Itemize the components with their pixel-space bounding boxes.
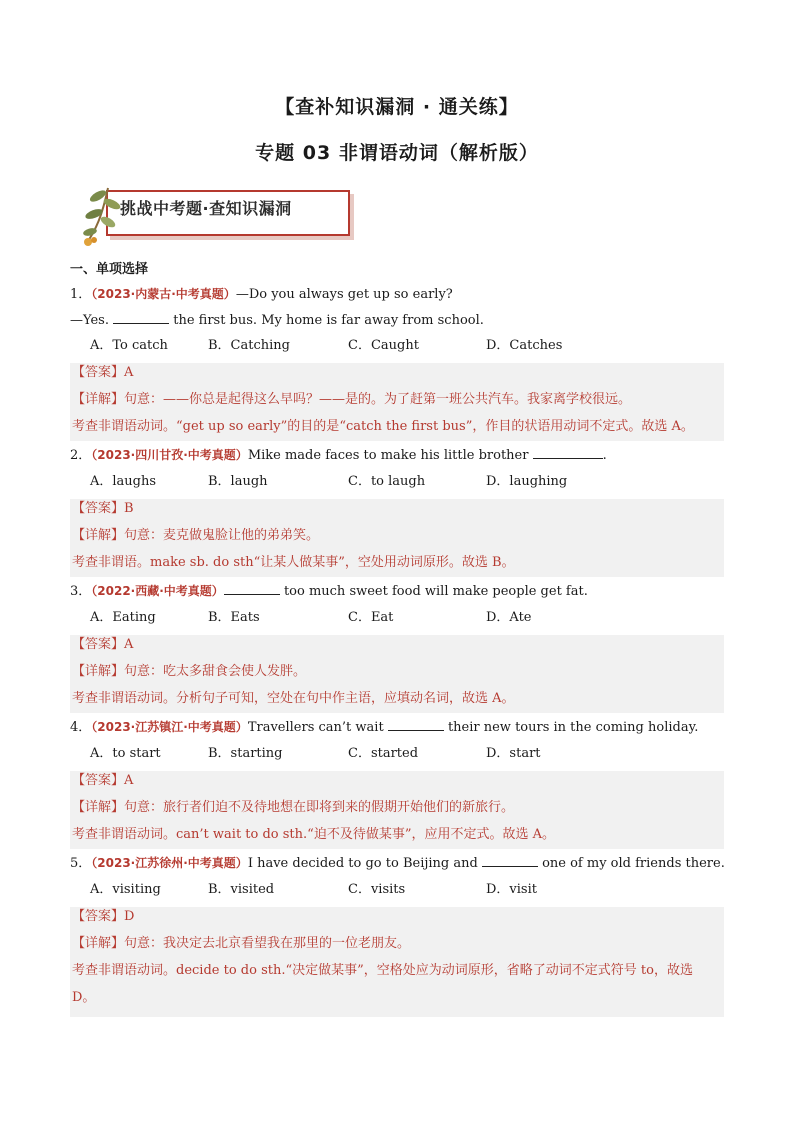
option-b: B．Catching — [208, 338, 290, 353]
answer-label: 【答案】 — [72, 773, 125, 788]
explanation-text: 考查非谓语动词。 — [72, 419, 177, 434]
meaning-text: 我决定去北京看望我在那里的一位老朋友。 — [163, 936, 411, 951]
question-4-answer-block — [70, 771, 724, 849]
question-source: （2023·内蒙古·中考真题） — [91, 287, 236, 301]
detail-label: 【详解】 — [72, 800, 125, 815]
answer-blank — [113, 311, 169, 324]
option-c: C．to laugh — [348, 474, 426, 489]
question-stem: one of my old friends there. — [537, 856, 725, 871]
answer-blank — [533, 446, 603, 459]
meaning-label: 句意： — [124, 528, 164, 543]
explanation-text: “get up so early” — [176, 419, 288, 434]
answer-label: 【答案】 — [72, 909, 125, 924]
question-number: 4． — [70, 720, 92, 735]
answer-label: 【答案】 — [72, 501, 125, 516]
page-subtitle: 专题 03 非谓语动词（解析版） — [255, 142, 539, 164]
option-c: C．visits — [348, 882, 406, 897]
section-heading: 一、单项选择 — [70, 262, 149, 277]
question-5-line-1 — [70, 854, 725, 873]
question-source: （2023·江苏镇江·中考真题） — [91, 720, 248, 734]
option-d: D．visit — [486, 882, 537, 897]
meaning-text: 麦克做鬼脸让他的弟弟笑。 — [163, 528, 320, 543]
option-c: C．Eat — [348, 610, 394, 625]
answer-value: A — [124, 637, 134, 652]
option-d: D．Ate — [486, 610, 532, 625]
explanation-text: 考查非谓语动词。 — [72, 963, 177, 978]
question-number: 5． — [70, 856, 92, 871]
option-d: D．start — [486, 746, 541, 761]
option-c: C．started — [348, 746, 419, 761]
answer-value: A — [124, 773, 134, 788]
explanation-text: decide to do sth. — [176, 963, 286, 978]
question-1-line-2 — [70, 311, 484, 330]
explanation-text: 考查非谓语。 — [72, 555, 151, 570]
section-banner — [78, 182, 353, 246]
detail-label: 【详解】 — [72, 664, 125, 679]
option-b: B．laugh — [208, 474, 268, 489]
question-stem: the first bus. My home is far away from school. — [169, 313, 484, 328]
option-d: D．Catches — [486, 338, 563, 353]
question-1-answer-block — [70, 363, 724, 441]
detail-label: 【详解】 — [72, 936, 125, 951]
question-source: （2023·江苏徐州·中考真题） — [91, 856, 248, 870]
meaning-label: 句意： — [124, 664, 164, 679]
explanation-text: “catch the first bus” — [339, 419, 473, 434]
option-a: A．to start — [90, 746, 161, 761]
answer-label: 【答案】 — [72, 637, 125, 652]
question-number: 2． — [70, 448, 92, 463]
explanation-text: “让某人做某事”，空处用动词原形。故选 B。 — [253, 555, 515, 570]
meaning-text: ——你总是起得这么早吗？——是的。为了赶第一班公共汽车。我家离学校很远。 — [163, 392, 632, 407]
question-3-answer-block — [70, 635, 724, 713]
explanation-text: 考查非谓语动词。 — [72, 827, 177, 842]
meaning-label: 句意： — [124, 800, 164, 815]
meaning-text: 旅行者们迫不及待地想在即将到来的假期开始他们的新旅行。 — [163, 800, 515, 815]
page-title: 【查补知识漏洞 · 通关练】 — [275, 96, 519, 118]
explanation-text: can’t wait to do sth. — [176, 827, 308, 842]
option-a: A．visiting — [90, 882, 161, 897]
question-1-line-1 — [70, 285, 453, 304]
answer-value: B — [124, 501, 134, 516]
explanation-text: “决定做某事”，空格处应为动词原形，省略了动词不定式符号 to，故选 — [285, 963, 693, 978]
question-5-answer-block — [70, 907, 724, 1017]
option-a: A．Eating — [90, 610, 156, 625]
question-4-line-1 — [70, 718, 698, 737]
answer-label: 【答案】 — [72, 365, 125, 380]
meaning-label: 句意： — [124, 392, 164, 407]
answer-blank — [224, 582, 280, 595]
question-source: （2022·西藏·中考真题） — [91, 584, 224, 598]
question-number: 1． — [70, 287, 92, 302]
option-d: D．laughing — [486, 474, 568, 489]
explanation-text: D。 — [72, 990, 96, 1005]
question-2-line-1 — [70, 446, 607, 465]
answer-value: A — [124, 365, 134, 380]
option-a: A．To catch — [90, 338, 168, 353]
option-b: B．Eats — [208, 610, 260, 625]
detail-label: 【详解】 — [72, 528, 125, 543]
question-stem: I have decided to go to Beijing and — [247, 856, 482, 871]
question-3-line-1 — [70, 582, 588, 601]
explanation-text: 的目的是 — [287, 419, 340, 434]
question-stem: too much sweet food will make people get fat. — [279, 584, 588, 599]
detail-label: 【详解】 — [72, 392, 125, 407]
option-b: B．visited — [208, 882, 275, 897]
option-b: B．starting — [208, 746, 283, 761]
explanation-text: ，作目的状语用动词不定式。故选 A。 — [472, 419, 694, 434]
answer-value: D — [124, 909, 135, 924]
question-number: 3． — [70, 584, 92, 599]
explanation-text: make sb. do sth — [150, 555, 254, 570]
meaning-label: 句意： — [124, 936, 164, 951]
banner-text: 挑战中考题·查知识漏洞 — [120, 199, 292, 218]
explanation-text: “迫不及待做某事”，应用不定式。故选 A。 — [307, 827, 555, 842]
explanation-text: 考查非谓语动词。分析句子可知，空处在句中作主语，应填动名词，故选 A。 — [72, 691, 515, 706]
option-c: C．Caught — [348, 338, 419, 353]
question-stem: Mike made faces to make his little brother — [247, 448, 533, 463]
answer-blank — [482, 854, 538, 867]
question-stem: . — [602, 448, 607, 463]
option-a: A．laughs — [90, 474, 157, 489]
question-source: （2023·四川甘孜·中考真题） — [91, 448, 248, 462]
question-2-answer-block — [70, 499, 724, 577]
question-stem: their new tours in the coming holiday. — [443, 720, 699, 735]
meaning-text: 吃太多甜食会使人发胖。 — [163, 664, 307, 679]
question-stem: —Do you always get up so early? — [235, 287, 453, 302]
answer-blank — [388, 718, 444, 731]
question-stem: Travellers can’t wait — [247, 720, 388, 735]
question-stem: —Yes. — [70, 313, 114, 328]
